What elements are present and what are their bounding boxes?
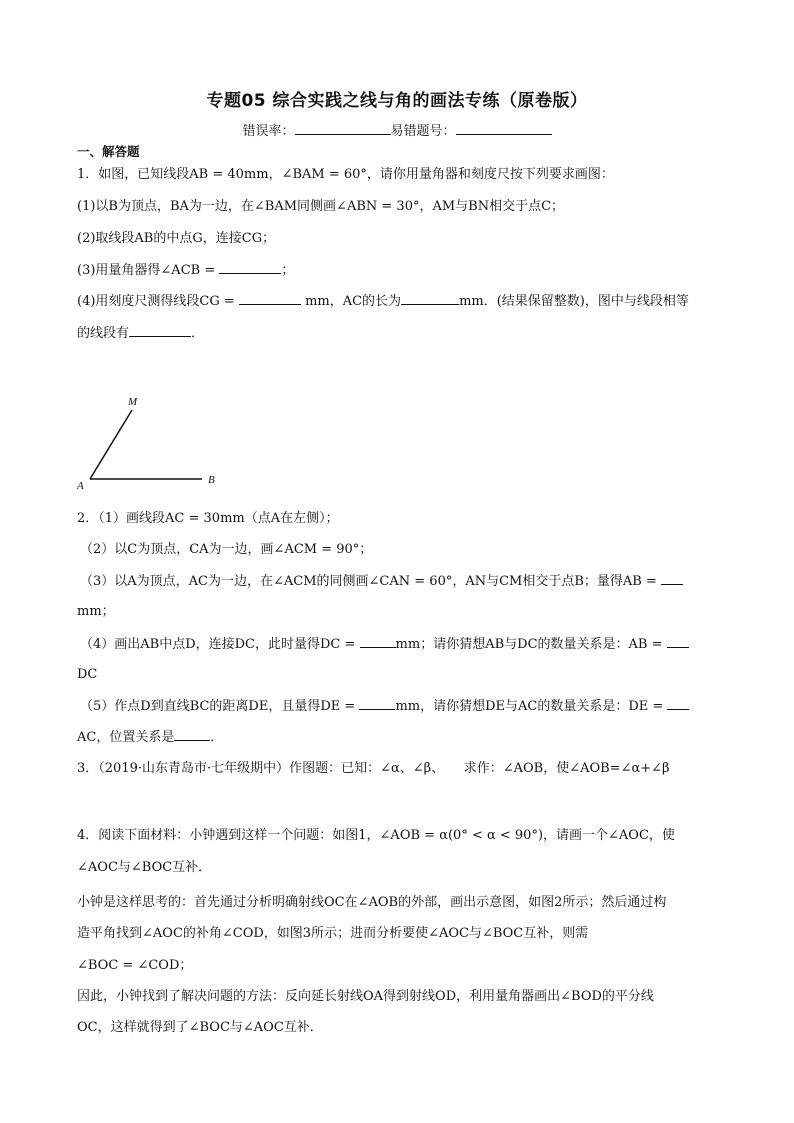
q4-line-3: 小钟是这样思考的：首先通过分析明确射线OC在∠AOB的外部，画出示意图，如图2所示；然后通过构 xyxy=(77,895,667,910)
q2-line-4 xyxy=(80,635,689,654)
page-title: 专题05 综合实践之线与角的画法专练（原卷版） xyxy=(206,91,588,111)
q1-line-6-text: 的线段有 xyxy=(77,326,130,341)
label-b: B xyxy=(208,474,215,486)
q1-line-2: (1)以B为顶点，BA为一边，在∠BAM同侧画∠ABN = 30°，AM与BN相交于点C； xyxy=(77,199,565,214)
q2-line-2: （2）以C为顶点，CA为一边，画∠ACM = 90°； xyxy=(80,542,373,557)
q2-line-3-text: （3）以A为顶点，AC为一边，在∠ACM的同侧画∠CAN = 60°，AN与CM相交于点B；量得AB = xyxy=(80,574,657,589)
q1-line-1: 1．如图，已知线段AB = 40mm，∠BAM = 60°，请你用量角器和刻度尺按下列要求画图： xyxy=(77,167,614,182)
q2-line-5-text-b: mm，请你猜想DE与AC的数量关系是：DE = xyxy=(395,699,664,714)
q4-line-6: 因此，小钟找到了解决问题的方法：反向延长射线OA得到射线OD，利用量角器画出∠BOD的平分线 xyxy=(77,989,654,1004)
q4-line-4: 造平角找到∠AOC的补角∠COD，如图3所示；进而分析要使∠AOC与∠BOC互补，则需 xyxy=(77,926,589,941)
q1-line-5-text-c: mm．(结果保留整数)，图中与线段相等 xyxy=(459,294,689,309)
q2-line-3 xyxy=(80,572,683,591)
q1-line-4 xyxy=(77,261,294,280)
label-m: M xyxy=(128,396,138,408)
section-heading: 一、解答题 xyxy=(77,144,140,159)
answer-blank-de-ac-ratio[interactable] xyxy=(667,697,689,710)
answer-blank-ac[interactable] xyxy=(401,292,459,305)
q2-line-5-text-a: （5）作点D到直线BC的距离DE，且量得DE = xyxy=(80,699,356,714)
q1-line-5 xyxy=(77,292,689,311)
q3-line-1: 3．（2019·山东青岛市·七年级期中）作图题：已知：∠α、∠β、 求作：∠AOB，使∠AOB=∠α+∠β xyxy=(77,761,670,776)
wrong-items-label: 易错题号： xyxy=(390,124,456,139)
figure-angle-bam xyxy=(70,392,240,496)
q2-line-3-unit: mm； xyxy=(77,604,115,619)
answer-blank-de[interactable] xyxy=(359,697,395,710)
error-rate-label: 错误率： xyxy=(242,124,295,139)
q2-line-4-text-a: （4）画出AB中点D，连接DC，此时量得DC = xyxy=(80,637,356,652)
answer-blank-dc[interactable] xyxy=(360,635,396,648)
label-a: A xyxy=(77,480,84,492)
q4-line-5: ∠BOC = ∠COD； xyxy=(77,958,193,973)
answer-blank-ab[interactable] xyxy=(661,572,683,585)
q1-line-6 xyxy=(77,324,204,343)
answer-blank-cg[interactable] xyxy=(239,292,301,305)
answer-blank-position[interactable] xyxy=(174,728,210,741)
q2-line-4-cont: DC xyxy=(77,667,98,682)
q1-line-6-end: ． xyxy=(191,326,205,341)
ray-am xyxy=(90,410,132,479)
q2-line-5-cont xyxy=(77,728,223,747)
answer-blank-ab-dc-ratio[interactable] xyxy=(667,635,689,648)
error-rate-blank[interactable] xyxy=(295,122,391,135)
answer-blank-equal-segments[interactable] xyxy=(129,324,191,337)
q1-line-4-end: ； xyxy=(281,263,295,278)
wrong-items-blank[interactable] xyxy=(456,122,552,135)
q2-line-5-end: ． xyxy=(210,730,224,745)
q1-line-3: (2)取线段AB的中点G，连接CG； xyxy=(77,231,276,246)
q2-line-5-text-c: AC，位置关系是 xyxy=(77,730,175,745)
score-line xyxy=(0,120,794,139)
q4-line-1: 4．阅读下面材料：小钟遇到这样一个问题：如图1，∠AOB = α(0° < α < 90°)，请画一个∠AOC，使 xyxy=(77,828,675,843)
q2-line-4-text-b: mm；请你猜想AB与DC的数量关系是：AB = xyxy=(395,637,663,652)
q1-line-5-text-a: (4)用刻度尺测得线段CG = xyxy=(77,294,235,309)
q4-line-7: OC，这样就得到了∠BOC与∠AOC互补． xyxy=(77,1020,323,1035)
q2-line-5 xyxy=(80,697,689,716)
q4-line-2: ∠AOC与∠BOC互补． xyxy=(77,860,212,875)
q2-line-1: 2．（1）画线段AC = 30mm（点A在左侧）； xyxy=(77,511,339,526)
answer-blank-angle-acb[interactable] xyxy=(219,261,281,274)
q1-line-4-text: (3)用量角器得∠ACB = xyxy=(77,263,216,278)
q1-line-5-text-b: mm，AC的长为 xyxy=(305,294,402,309)
